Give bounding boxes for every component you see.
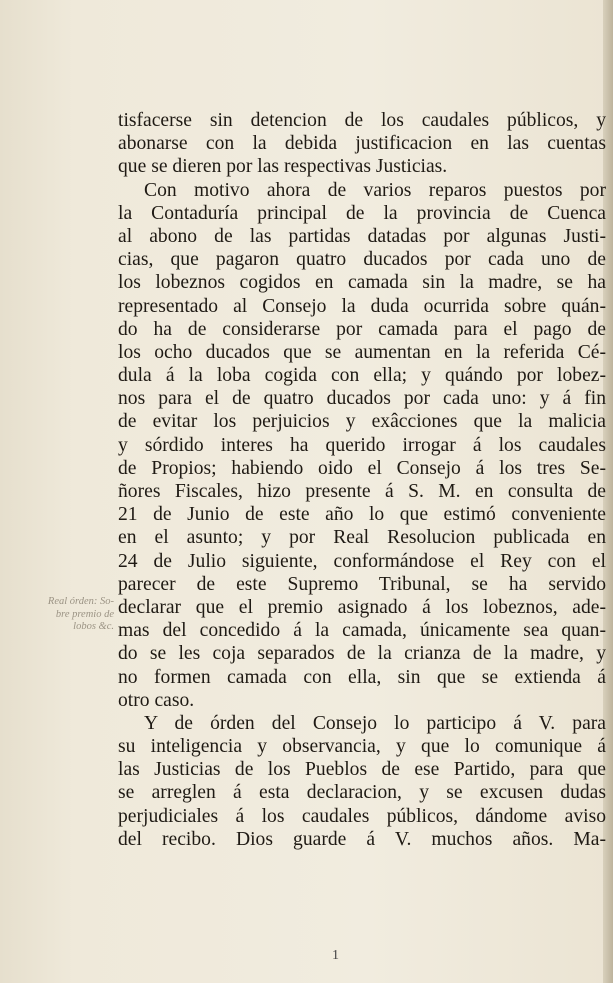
text-line: Con motivo ahora de varios reparos puestos por [144, 179, 606, 201]
text-line: la Contaduría principal de la provincia de Cuenca [118, 202, 606, 224]
text-line: dula á la loba cogida con ella; y quándo por lobez- [118, 365, 606, 387]
text-line: su inteligencia y observancia, y que lo comunique á [118, 736, 606, 758]
text-line: tisfacerse sin detencion de los caudales públicos, y [118, 110, 606, 131]
text-line: ñores Fiscales, hizo presente á S. M. en consulta de [118, 481, 606, 502]
margin-note-line: Real órden: So- [47, 596, 114, 607]
text-line: 21 de Junio de este año lo que estimó conveniente [118, 504, 606, 526]
text-line: en el asunto; y por Real Resolucion publicada en [118, 527, 606, 549]
page-number: 1 [332, 948, 339, 963]
text-line: y sórdido interes ha querido irrogar á los caudales [118, 434, 606, 456]
text-line: que se dieren por las respectivas Justicias. [118, 156, 448, 178]
text-line: del recibo. Dios guarde á V. muchos años. Ma- [118, 828, 606, 850]
text-line: do se les coja separados de la crianza de la madre, y [118, 643, 606, 665]
text-line: declarar que el premio asignado á los lobeznos, ade- [118, 596, 606, 618]
text-line: otro caso. [118, 689, 195, 711]
body-text [118, 109, 606, 851]
text-line: no formen camada con ella, sin que se extienda á [118, 666, 606, 688]
text-line: las Justicias de los Pueblos de ese Partido, para que [118, 759, 606, 781]
text-line: mas del concedido á la camada, únicamente sea quan- [118, 620, 606, 642]
text-line: de Propios; habiendo oido el Consejo á los tres Se- [118, 457, 606, 479]
text-line: de evitar los perjuicios y exâcciones que la malicia [118, 411, 606, 433]
text-line: 24 de Julio siguiente, conformándose el Rey con el [118, 550, 606, 572]
margin-note-line: bre premio de [55, 608, 114, 620]
text-line: abonarse con la debida justificacion en las cuentas [118, 133, 606, 155]
text-line: cias, que pagaron quatro ducados por cada uno de [118, 249, 606, 271]
text-line: representado al Consejo la duda ocurrida sobre quán- [118, 295, 606, 317]
text-line: al abono de las partidas datadas por algunas Justi- [118, 225, 606, 247]
text-line: perjudiciales á los caudales públicos, dándome aviso [118, 805, 606, 827]
text-line: do ha de considerarse por camada para el pago de [118, 318, 606, 340]
text-line: se arreglen á esta declaracion, y se excusen dudas [118, 782, 606, 804]
margin-note-line: lobos &c. [73, 621, 114, 632]
text-line: parecer de este Supremo Tribunal, se ha servido [118, 573, 606, 595]
text-line: los ocho ducados que se aumentan en la referida Cé- [118, 341, 606, 363]
text-line: Y de órden del Consejo lo participo á V. para [144, 712, 606, 734]
text-line: nos para el de quatro ducados por cada uno: y á fin [118, 388, 606, 410]
text-line: los lobeznos cogidos en camada sin la madre, se ha [118, 272, 606, 294]
margin-note [14, 596, 114, 634]
